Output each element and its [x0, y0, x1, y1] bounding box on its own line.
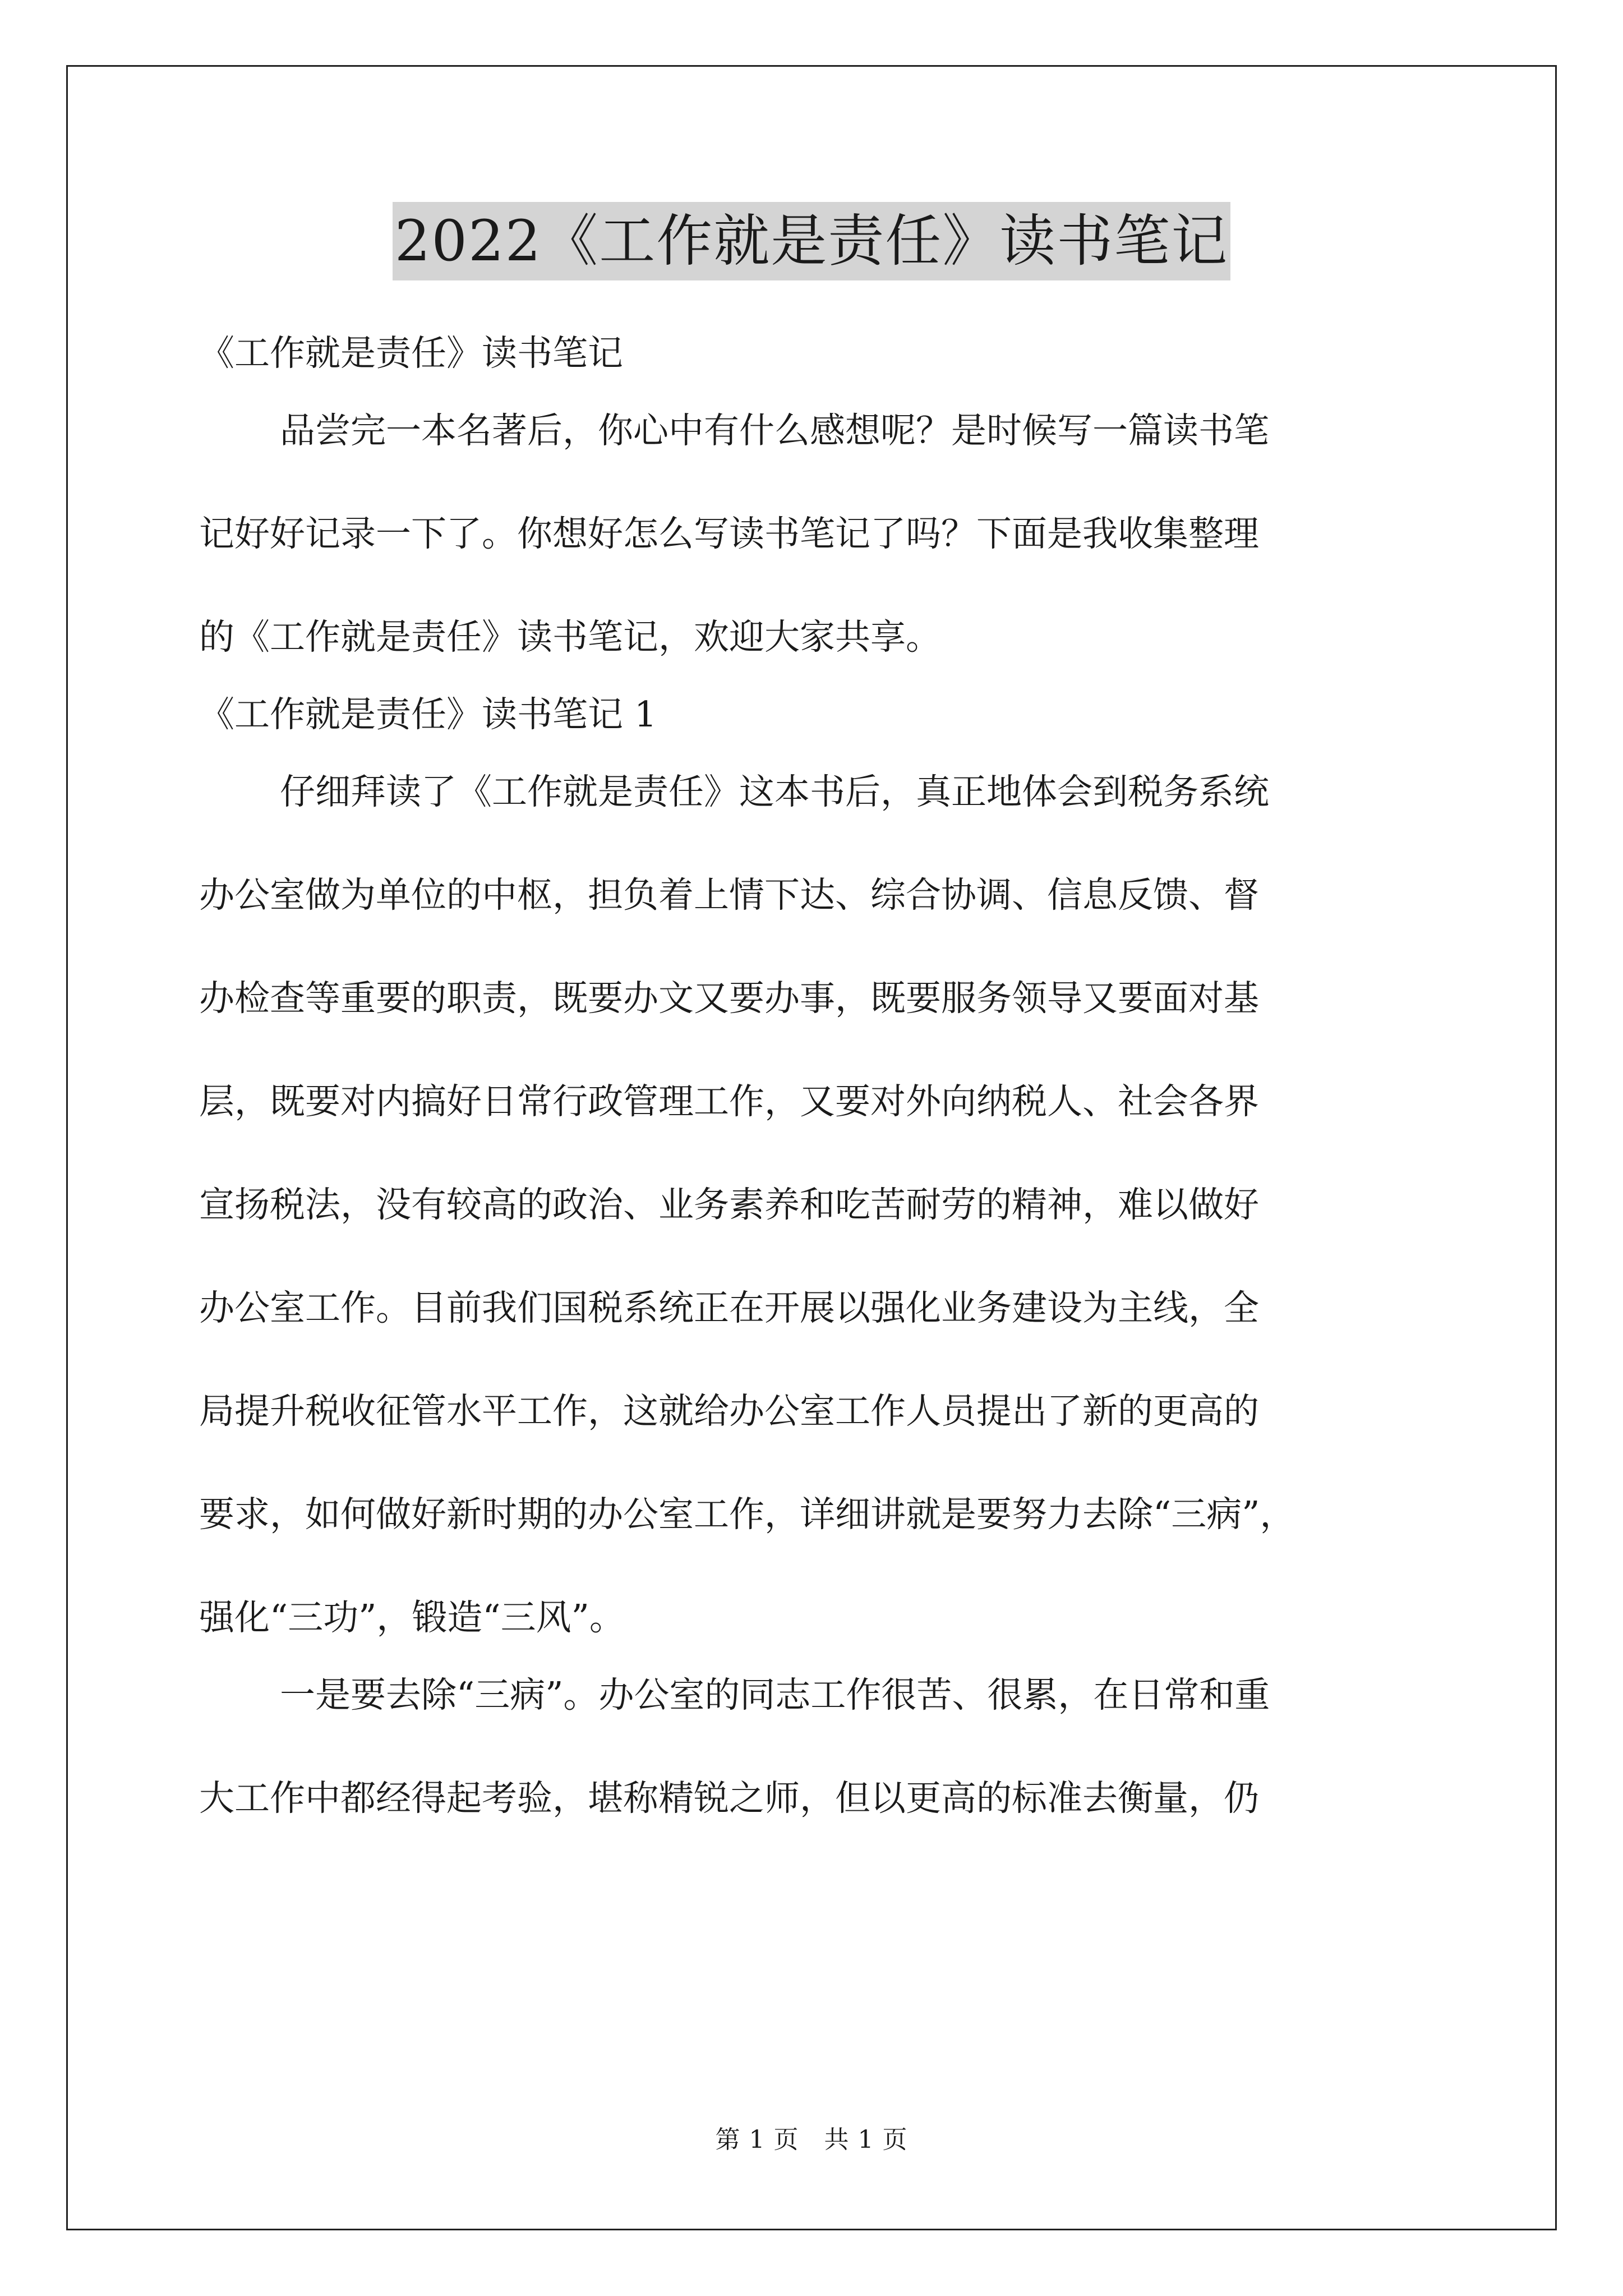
intro-line: 记好好记录一下了。你想好怎么写读书笔记了吗？下面是我收集整理: [199, 513, 1259, 554]
paragraph-line: 局提升税收征管水平工作，这就给办公室工作人员提出了新的更高的: [199, 1391, 1259, 1432]
body-paragraph-2: [199, 1668, 1478, 1825]
paragraph-line: 办公室工作。目前我们国税系统正在开展以强化业务建设为主线，全: [199, 1287, 1259, 1328]
paragraph-line: 大工作中都经得起考验，堪称精锐之师，但以更高的标准去衡量，仍: [199, 1778, 1259, 1819]
document-title: 2022《工作就是责任》读书笔记: [393, 202, 1231, 280]
intro-paragraph: [199, 404, 1478, 664]
paragraph-line: 仔细拜读了《工作就是责任》这本书后，真正地体会到税务系统: [280, 771, 1269, 812]
paragraph-line: 一是要去除“三病”。办公室的同志工作很苦、很累，在日常和重: [280, 1674, 1270, 1715]
paragraph-line: 要求，如何做好新时期的办公室工作，详细讲就是要努力去除“三病”，: [199, 1494, 1295, 1535]
intro-line: 品尝完一本名著后，你心中有什么感想呢？是时候写一篇读书笔: [280, 410, 1269, 451]
subtitle-heading: 《工作就是责任》读书笔记: [199, 333, 623, 374]
page-footer: 第 1 页 共 1 页: [715, 2125, 908, 2154]
paragraph-line: 层，既要对内搞好日常行政管理工作，又要对外向纳税人、社会各界: [199, 1081, 1259, 1122]
paragraph-line: 强化“三功”，锻造“三风”。: [199, 1597, 625, 1638]
body-paragraph-1: [199, 765, 1478, 1645]
paragraph-line: 办公室做为单位的中枢，担负着上情下达、综合协调、信息反馈、督: [199, 875, 1259, 915]
paragraph-line: 宣扬税法，没有较高的政治、业务素养和吃苦耐劳的精神，难以做好: [199, 1184, 1259, 1225]
section-heading: 《工作就是责任》读书笔记 1: [199, 694, 657, 735]
paragraph-line: 办检查等重要的职责，既要办文又要办事，既要服务领导又要面对基: [199, 978, 1259, 1019]
document-body: [199, 303, 1478, 1849]
title-container: [0, 202, 1623, 280]
intro-line: 的《工作就是责任》读书笔记，欢迎大家共享。: [199, 616, 941, 657]
